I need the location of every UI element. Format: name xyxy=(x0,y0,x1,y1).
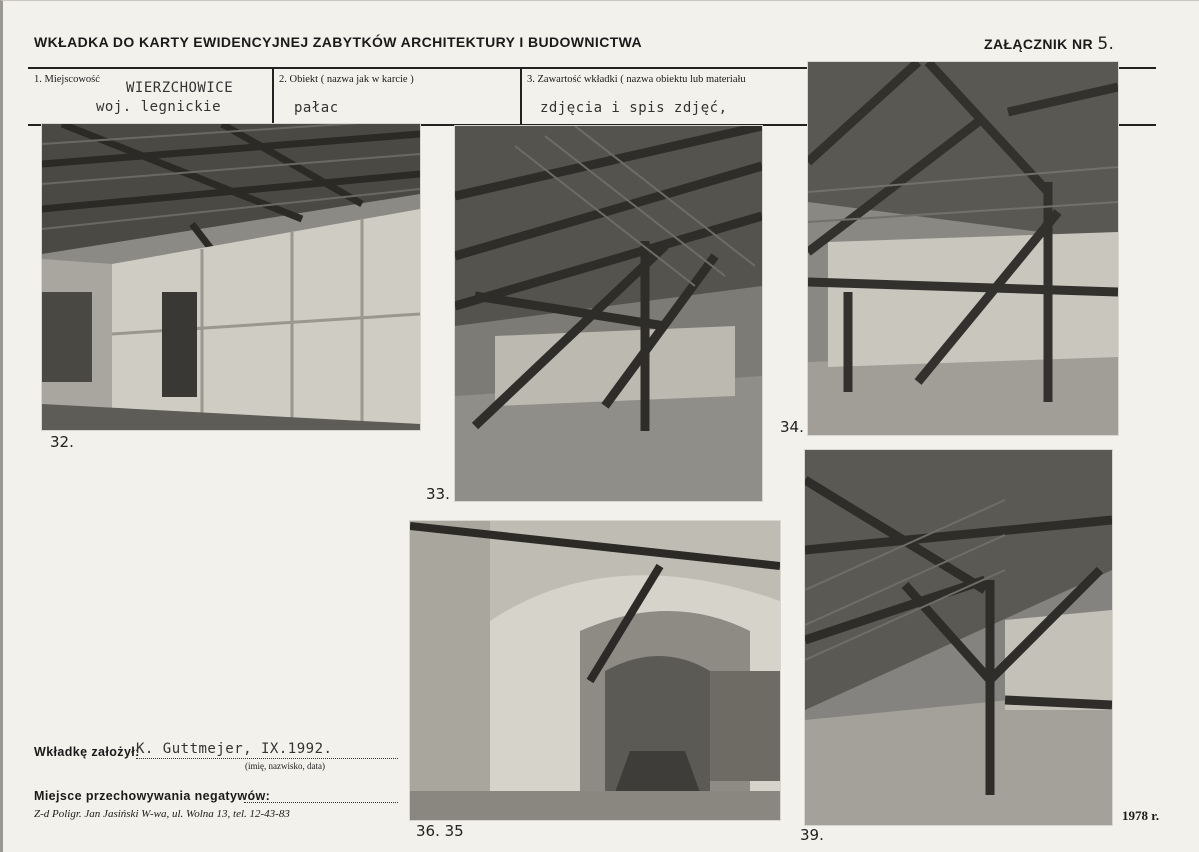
photo-34 xyxy=(808,62,1118,435)
locality-label: 1. Miejscowość xyxy=(34,74,100,85)
photo-36-35-label: 36. 35 xyxy=(416,822,464,840)
year: 1978 r. xyxy=(1122,808,1160,823)
attachment-label xyxy=(984,34,1114,54)
header-rule-bottom-right xyxy=(1118,124,1156,126)
photo-32 xyxy=(42,124,420,430)
photo-39-image xyxy=(805,450,1112,825)
object-value: pałac xyxy=(294,100,339,116)
founder-label: Wkładkę założył: xyxy=(34,745,140,759)
photo-34-image xyxy=(808,62,1118,435)
negatives-dotted-line xyxy=(244,802,398,803)
negatives-label: Miejsce przechowywania negatywów: xyxy=(34,789,271,803)
field-divider-2 xyxy=(520,67,522,125)
attachment-number: 5. xyxy=(1097,34,1115,54)
printer-imprint: Z-d Poligr. Jan Jasiński W-wa, ul. Wolna 13, tel. 12-43-83 xyxy=(34,808,290,820)
object-label: 2. Obiekt ( nazwa jak w karcie ) xyxy=(279,74,414,85)
photo-34-label: 34. xyxy=(780,418,804,436)
locality-value: WIERZCHOWICE xyxy=(126,80,234,96)
photo-36-35-image xyxy=(410,521,780,820)
founder-dotted-line xyxy=(136,758,398,759)
photo-39-label: 39. xyxy=(800,826,824,844)
photo-33-label: 33. xyxy=(426,485,450,503)
photo-32-label: 32. xyxy=(50,433,74,451)
founder-hint: (imię, nazwisko, data) xyxy=(245,761,325,771)
photo-33-image xyxy=(455,126,762,501)
photo-36-35 xyxy=(410,521,780,820)
founder-value: K. Guttmejer, IX.1992. xyxy=(136,741,333,757)
content-label: 3. Zawartość wkładki ( nazwa obiektu lub materiału xyxy=(527,74,746,85)
photo-33 xyxy=(455,126,762,501)
attachment-label-text: ZAŁĄCZNIK NR xyxy=(984,36,1094,52)
document-title: WKŁADKA DO KARTY EWIDENCYJNEJ ZABYTKÓW ARCHITEKTURY I BUDOWNICTWA xyxy=(34,34,643,50)
photo-32-image xyxy=(42,124,420,430)
photo-39 xyxy=(805,450,1112,825)
content-value: zdjęcia i spis zdjęć, xyxy=(540,100,728,116)
field-divider-1 xyxy=(272,67,274,125)
voivodeship-value: woj. legnickie xyxy=(96,99,222,115)
